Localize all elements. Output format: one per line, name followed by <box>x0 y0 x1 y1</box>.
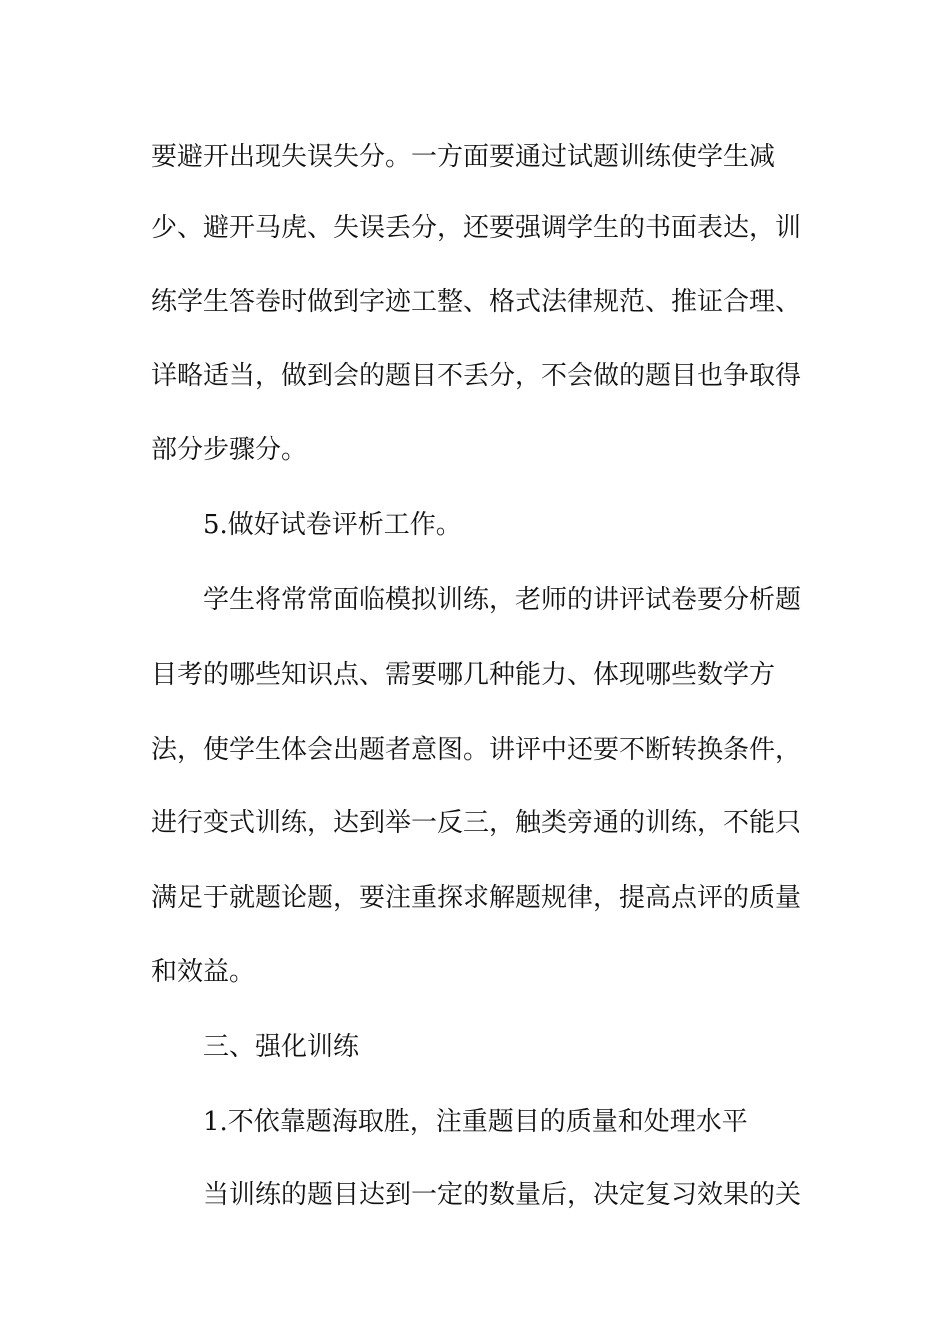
paragraph-line: 学生将常常面临模拟训练，老师的讲评试卷要分析题 <box>203 585 802 615</box>
paragraph-line: 进行变式训练，达到举一反三，触类旁通的训练，不能只 <box>151 808 802 838</box>
paragraph-line: 要避开出现失误失分。一方面要通过试题训练使学生减 <box>151 142 776 172</box>
paragraph-line: 法，使学生体会出题者意图。讲评中还要不断转换条件， <box>151 735 802 765</box>
section-heading: 5.做好试卷评析工作。 <box>203 510 462 540</box>
section-heading: 三、强化训练 <box>203 1032 360 1062</box>
paragraph-line: 和效益。 <box>151 957 256 987</box>
paragraph-line: 详略适当，做到会的题目不丢分，不会做的题目也争取得 <box>151 361 802 391</box>
paragraph-line: 目考的哪些知识点、需要哪几种能力、体现哪些数学方 <box>151 660 776 690</box>
paragraph-line: 少、避开马虎、失误丢分，还要强调学生的书面表达，训 <box>151 213 802 243</box>
subsection-heading: 1.不依靠题海取胜，注重题目的质量和处理水平 <box>203 1107 748 1137</box>
paragraph-line: 当训练的题目达到一定的数量后，决定复习效果的关 <box>203 1180 802 1210</box>
paragraph-line: 练学生答卷时做到字迹工整、格式法律规范、推证合理、 <box>151 287 802 317</box>
paragraph-line: 满足于就题论题，要注重探求解题规律，提高点评的质量 <box>151 883 802 913</box>
paragraph-line: 部分步骤分。 <box>151 435 308 465</box>
